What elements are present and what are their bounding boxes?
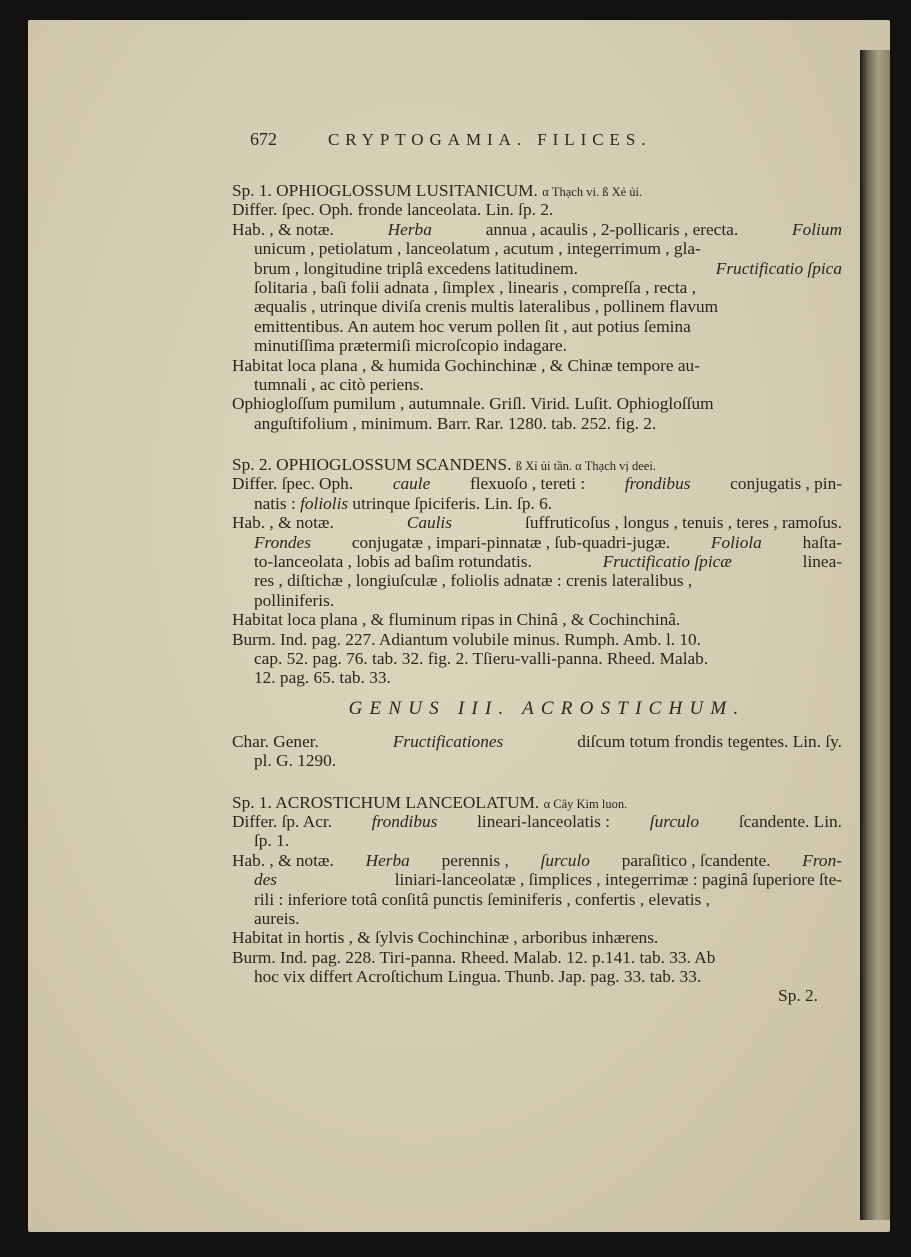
- text-line: [232, 552, 842, 571]
- italic-term: caule: [392, 474, 431, 494]
- text-line: [232, 220, 842, 239]
- text-run: lineari-lanceolatis :: [477, 811, 611, 831]
- text-line: [232, 356, 842, 375]
- vernacular-name: α Cây Kim luon.: [543, 796, 628, 811]
- text-line: [232, 259, 842, 278]
- text-run: Habitat loca plana , & fluminum ripas in Chinâ , & Cochinchinâ.: [232, 610, 681, 630]
- italic-term: Folium: [792, 219, 842, 239]
- text-line: [232, 668, 842, 687]
- vernacular-name: α Thạch vi. ß Xẻ ủi.: [542, 185, 643, 199]
- text-run: perennis ,: [441, 850, 509, 870]
- text-line: [232, 336, 842, 355]
- text-run: Habitat loca plana , & humida Gochinchinæ , & Chinæ tempore au-: [232, 355, 700, 375]
- spacer: [232, 721, 842, 732]
- vernacular-name: ß Xỉ ủi tần. α Thạch vị deei.: [515, 459, 656, 474]
- text-line: [232, 414, 842, 433]
- text-run: Hab. , & notæ.: [232, 219, 334, 239]
- text-line: [232, 591, 842, 610]
- text-line: [232, 533, 842, 552]
- page-header: [232, 130, 842, 150]
- text-line: [232, 474, 842, 493]
- text-run: 12. pag. 65. tab. 33.: [254, 668, 391, 688]
- text-run: emittentibus. An autem hoc verum pollen ſit , aut potius ſemina: [254, 316, 691, 336]
- text-run: cap. 52. pag. 76. tab. 32. fig. 2. Tſieru-valli-panna. Rheed. Malab.: [254, 648, 709, 668]
- text-run: flexuoſo , tereti :: [469, 474, 586, 494]
- text-run: Hab. , & notæ.: [232, 850, 334, 870]
- text-line: [232, 200, 842, 219]
- italic-term: Fructificatio ſpicæ: [602, 552, 732, 572]
- italic-term: ſurculo: [649, 811, 700, 831]
- text-run: Differ. ſpec. Oph. fronde lanceolata. Lin. ſp. 2.: [232, 200, 554, 220]
- text-line: [232, 649, 842, 668]
- text-run: annua , acaulis , 2-pollicaris , erecta.: [485, 219, 739, 239]
- text-run: ſolitaria , baſi folii adnata , ſimplex , linearis , compreſſa , recta ,: [254, 277, 696, 297]
- italic-term: Herba: [365, 850, 410, 870]
- text-run: Differ. ſpec. Oph.: [232, 474, 354, 494]
- text-line: [232, 375, 842, 394]
- text-run: aureis.: [254, 908, 300, 928]
- text-run: Char. Gener.: [232, 731, 319, 751]
- text-line: [232, 571, 842, 590]
- text-line: [232, 239, 842, 258]
- species-heading: [232, 181, 842, 200]
- text-run: Habitat in hortis , & ſylvis Cochinchinæ , arboribus inhærens.: [232, 928, 659, 948]
- text-run: rili : inferiore totâ conſitâ punctis ſeminiferis , confertis , elevatis ,: [254, 889, 710, 909]
- text-run: Hab. , & notæ.: [232, 513, 334, 533]
- text-line: [232, 394, 842, 413]
- italic-term: Herba: [387, 219, 432, 239]
- text-run: diſcum totum frondis tegentes. Lin. ſy.: [577, 731, 842, 751]
- text-run: linea-: [802, 552, 842, 572]
- italic-term: Fron-: [802, 850, 842, 870]
- text-run: res , diſtichæ , longiuſculæ , foliolis adnatæ : crenis lateralibus ,: [254, 571, 693, 591]
- text-line: [232, 948, 842, 967]
- catchword: Sp. 2.: [778, 986, 818, 1006]
- text-run: Burm. Ind. pag. 227. Adiantum volubile minus. Rumph. Amb. l. 10.: [232, 629, 701, 649]
- text-run: unicum , petiolatum , lanceolatum , acutum , integerrimum , gla-: [254, 239, 701, 259]
- italic-term: foliolis: [300, 493, 349, 513]
- italic-term: Fructificatio ſpica: [715, 258, 842, 278]
- page-edge-shadow: [860, 50, 890, 1220]
- text-line: [232, 831, 842, 850]
- genus-heading: GENUS III. ACROSTICHUM.: [348, 697, 746, 719]
- species-heading: [232, 455, 842, 474]
- italic-term: Caulis: [406, 513, 452, 533]
- text-line: [232, 851, 842, 870]
- text-line: [232, 870, 842, 889]
- text-line: [232, 317, 842, 336]
- text-run: ſp. 1.: [254, 831, 290, 851]
- text-line: [232, 297, 842, 316]
- text-run: polliniferis.: [254, 590, 335, 610]
- text-run: brum , longitudine triplâ excedens latitudinem.: [254, 258, 578, 278]
- text-run: pl. G. 1290.: [254, 751, 337, 771]
- text-line: [232, 967, 842, 986]
- text-run: hoc vix differt Acroſtichum Lingua. Thunb. Jap. pag. 33. tab. 33.: [254, 967, 702, 987]
- text-run: to-lanceolata , lobis ad baſim rotundatis.: [254, 552, 532, 572]
- text-line: [232, 890, 842, 909]
- text-run: tumnali , ac citò periens.: [254, 374, 424, 394]
- text-run: ſcandente. Lin.: [738, 811, 842, 831]
- text-run: Sp. 2. OPHIOGLOSSUM SCANDENS.: [232, 455, 516, 475]
- text-run: utrinque ſpiciferis. Lin. ſp. 6.: [348, 493, 553, 513]
- text-run: æqualis , utrinque diviſa crenis multis lateralibus , pollinem flavum: [254, 297, 719, 317]
- spacer: [232, 433, 842, 455]
- italic-term: Foliola: [710, 532, 762, 552]
- text-run: haſta-: [802, 532, 842, 552]
- italic-term: frondibus: [624, 474, 691, 494]
- text-line: [232, 494, 842, 513]
- spacer: [232, 771, 842, 793]
- text-run: liniari-lanceolatæ , ſimplices , integerrimæ : paginâ ſuperiore ſte-: [394, 870, 842, 890]
- text-run: conjugatæ , impari-pinnatæ , ſub-quadri-jugæ.: [351, 532, 671, 552]
- text-line: [232, 732, 842, 751]
- text-run: natis :: [254, 493, 301, 513]
- italic-term: ſurculo: [540, 850, 590, 870]
- text-line: [232, 909, 842, 928]
- text-run: conjugatis , pin-: [730, 474, 842, 494]
- italic-term: Fructificationes: [392, 731, 504, 751]
- text-run: Sp. 1. OPHIOGLOSSUM LUSITANICUM.: [232, 181, 543, 200]
- text-run: minutiſſima prætermiſi microſcopio indagare.: [254, 336, 567, 356]
- text-line: [232, 278, 842, 297]
- page-number: 672: [250, 129, 277, 149]
- text-line: [232, 630, 842, 649]
- text-line: [232, 812, 842, 831]
- italic-term: frondibus: [371, 811, 438, 831]
- text-line: [232, 928, 842, 947]
- text-line: [232, 751, 842, 770]
- text-line: [232, 513, 842, 532]
- species-heading: [232, 793, 842, 812]
- page-text: [232, 130, 842, 1006]
- text-run: paraſitico , ſcandente.: [621, 850, 771, 870]
- italic-term: Frondes: [254, 532, 311, 552]
- text-run: anguſtifolium , minimum. Barr. Rar. 1280. tab. 252. fig. 2.: [254, 413, 657, 433]
- running-title: CRYPTOGAMIA. FILICES.: [328, 130, 652, 149]
- text-run: Sp. 1. ACROSTICHUM LANCEOLATUM.: [232, 792, 544, 812]
- text-run: ſuffruticoſus , longus , tenuis , teres , ramoſus.: [525, 513, 842, 533]
- text-line: [232, 610, 842, 629]
- body-text: [232, 181, 842, 1006]
- italic-term: des: [254, 870, 278, 890]
- text-run: Differ. ſp. Acr.: [232, 811, 332, 831]
- text-run: Ophiogloſſum pumilum , autumnale. Griſl. Virid. Luſit. Ophiogloſſum: [232, 394, 714, 414]
- text-run: Burm. Ind. pag. 228. Tiri-panna. Rheed. Malab. 12. p.141. tab. 33. Ab: [232, 947, 716, 967]
